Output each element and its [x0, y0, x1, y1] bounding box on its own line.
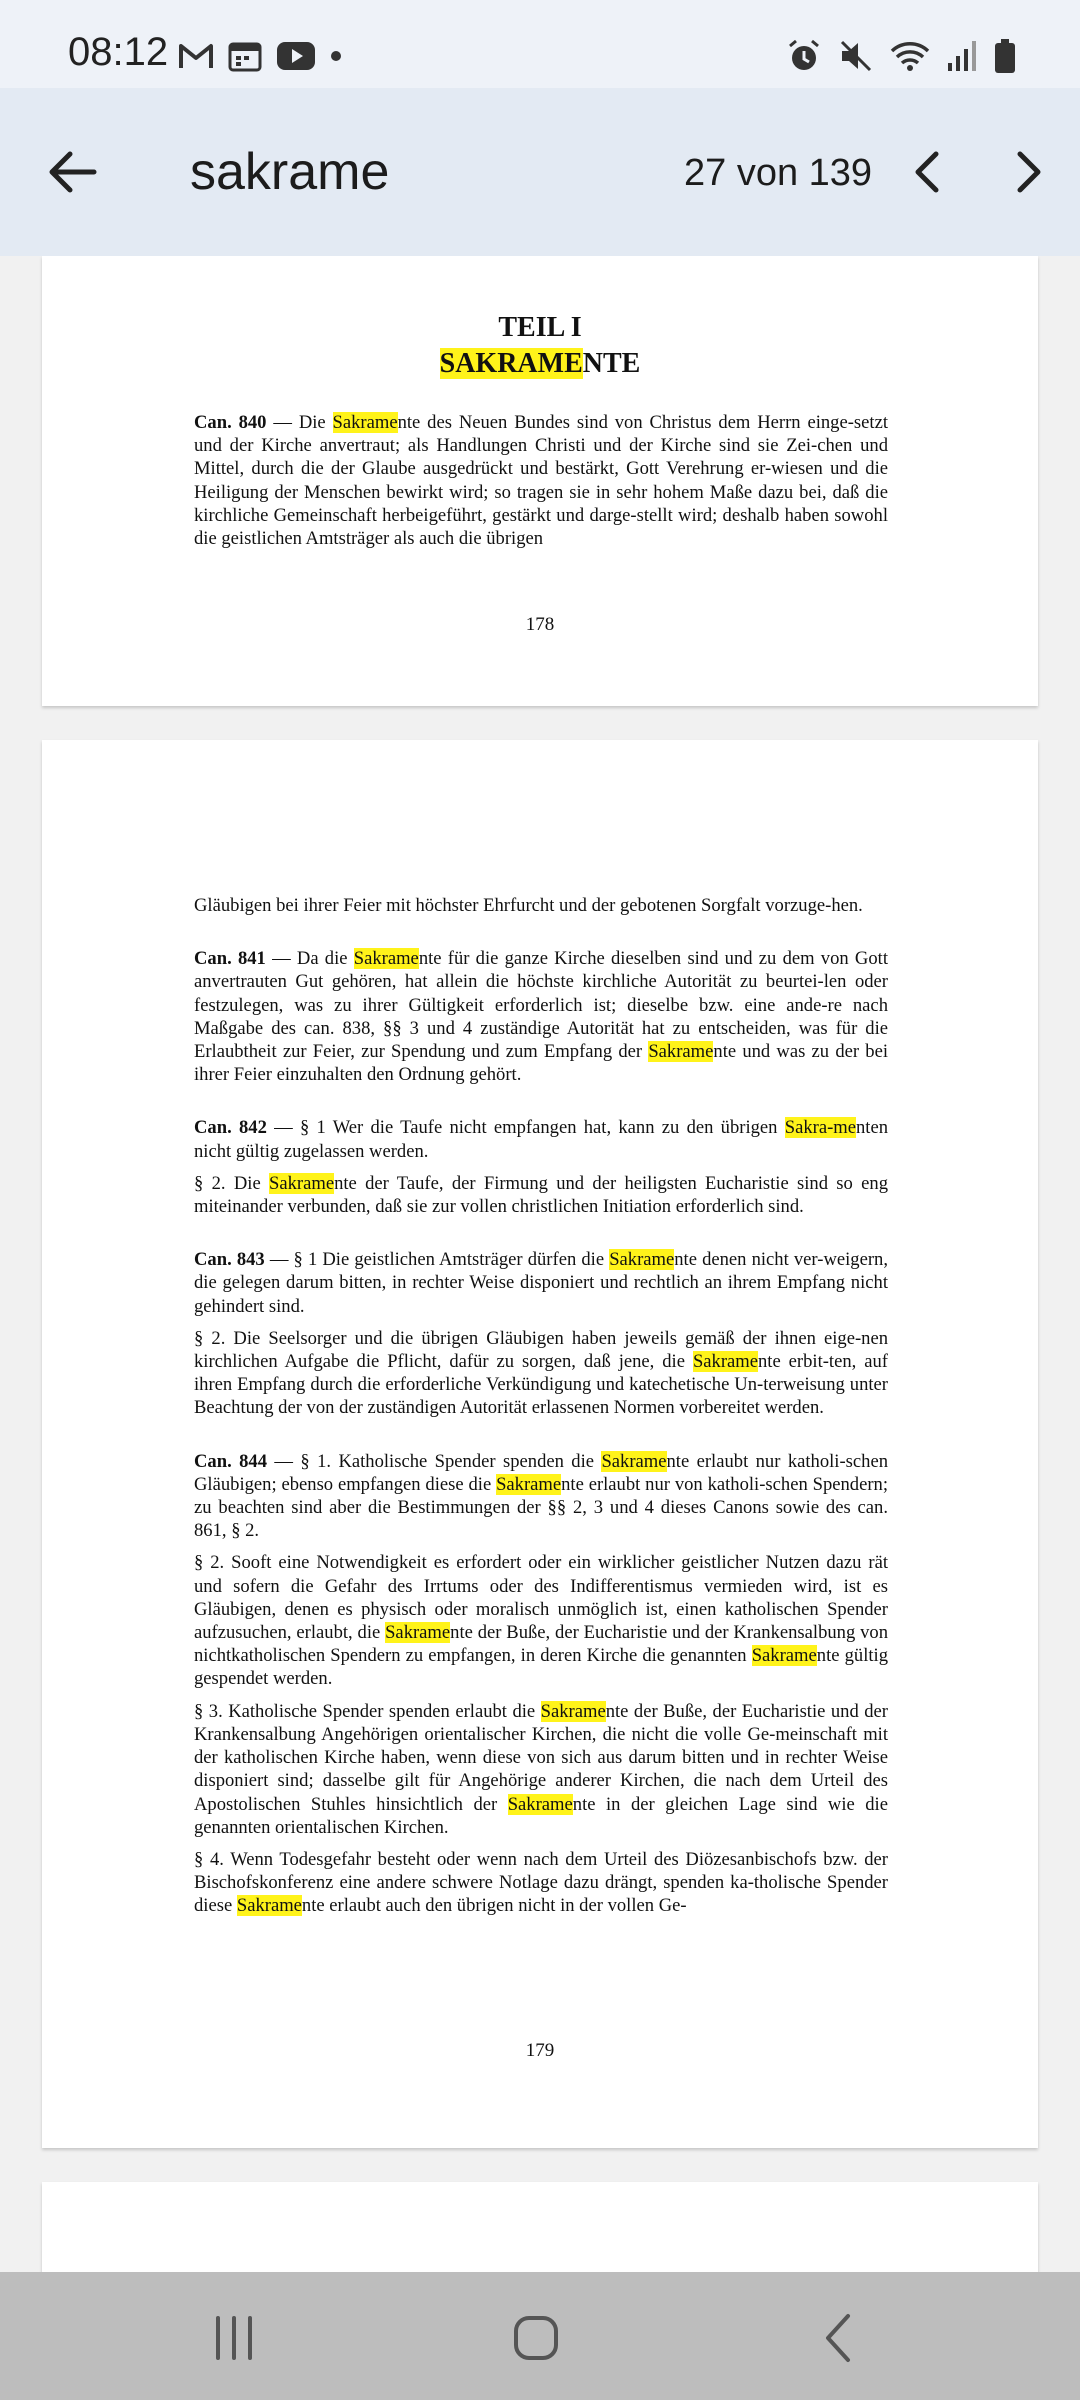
text-run: nte gültig gespendet werden. [194, 1645, 888, 1690]
text-run: nte erbit-ten, auf ihren Empfang durch die erforderliche Verkündigung und katechetische Un-terweisung unter Beachtung der von der zuständigen Autorität erlassenen Normen vorbereitet werden. [194, 1351, 888, 1419]
canon-section [194, 1848, 888, 1918]
search-highlight: Sakrame [692, 1351, 758, 1373]
canon-heading: Can. 843 [194, 1249, 265, 1271]
text-run: nte denen nicht ver-weigern, die gelegen darum bitten, in rechter Weise disponiert und rechtlich an ihrem Empfang nicht gehindert sind. [194, 1249, 888, 1317]
text-run: nte der Buße, der Eucharistie und der Krankensalbung von nichtkatholischen Spendern zu empfangen, in deren Kirche die genannten [194, 1622, 888, 1667]
title-text: NTE [582, 348, 641, 379]
search-highlight: Sakrame [648, 1041, 714, 1063]
canon-paragraph [194, 1450, 888, 1543]
page-number: 179 [525, 2040, 555, 2061]
title-line: TEIL I [498, 312, 582, 343]
text-run: nte des Neuen Bundes sind von Christus dem Herrn einge-setzt und der Kirche anvertraut; als Handlungen Christi und der Kirche sind sie Zei-chen und Mittel, durch die der Glaube ausgedrückt und bestärkt, Gott Verehrung er-wiesen und die Heiligung der Menschen bewirkt wird; so tragen sie in sehr hohem Maße dazu bei, daß die kirchliche Gemeinschaft herbeigeführt, gestärkt und darge-stellt wird; deshalb haben sowohl die geistlichen Amtsträger als auch die übrigen [194, 412, 888, 550]
canon-paragraph [194, 1248, 888, 1318]
search-highlight: Sakrame [385, 1622, 451, 1644]
text-run: § 2. Die Seelsorger und die übrigen Gläubigen haben jeweils gemäß der ihnen eige-nen kirchlichen Aufgabe die Pflicht, dafür zu sorgen, daß jene, die [194, 1327, 888, 1373]
canon-section [194, 1327, 888, 1420]
search-highlight: Sakrame [269, 1172, 335, 1194]
canon-heading: Can. 842 [194, 1117, 267, 1139]
clock: 08:12 [68, 30, 169, 74]
canon-section [194, 1172, 888, 1218]
search-highlight: SAKRAME [439, 348, 583, 379]
text-run: nte der Buße, der Eucharistie und der Krankensalbung Angehörigen orientalischer Kirchen, die nicht die volle Ge-meinschaft mit der katholischen Kirche haben, wenn diese von sich aus darum bitten und in rechter Weise disponiert sind; dasselbe gilt für Angehörige anderer Kirchen, die nach dem Urteil des Apostolischen Stuhles hinsichtlich der [194, 1700, 888, 1815]
search-query[interactable]: sakrame [190, 143, 390, 201]
back-icon[interactable] [804, 2302, 876, 2374]
search-highlight: Sakra-me [784, 1117, 856, 1139]
page-number: 178 [525, 614, 555, 635]
signal-icon [946, 39, 978, 73]
text-run: § 2. Die [194, 1172, 270, 1194]
recent-apps-icon[interactable] [198, 2302, 270, 2374]
continued-paragraph: Gläubigen bei ihrer Feier mit höchster Ehrfurcht und der gebotenen Sorgfalt vorzuge-hen. [194, 895, 863, 916]
back-arrow-icon[interactable] [40, 140, 104, 204]
home-icon[interactable] [500, 2302, 572, 2374]
gmail-icon [178, 42, 214, 70]
next-match-icon[interactable] [996, 140, 1060, 204]
text-run: § 2. Sooft eine Notwendigkeit es erfordert oder ein wirklicher geistlicher Nutzen dazu rät und sofern die Gefahr des Irrtums oder des Indifferentismus vermieden wird, ist es Gläubigen, denen es physisch oder moralisch unmöglich ist, einen katholischen Spender aufzusuchen, erlaubt, die [194, 1552, 888, 1644]
text-run: — Da die [265, 948, 354, 970]
text-run: nte für die ganze Kirche dieselben sind und zu dem von Gott anvertrauten Gut gehören, hat allein die höchste kirchliche Autorität zu beurtei-len oder festzulegen, was zu ihrer Gültigkeit erforderlich ist; dieselbe bzw. eine ande-re nach Maßgabe des can. 838, §§ 3 und 4 zuständige Autorität hat zu entscheiden, was für die Erlaubtheit zur Feier, zur Spendung und zum Empfang der [194, 948, 888, 1063]
text-run: — § 1. Katholische Spender spenden die [267, 1450, 602, 1472]
calendar-icon [228, 40, 262, 72]
canon-heading: Can. 844 [194, 1450, 268, 1472]
search-highlight: Sakrame [751, 1645, 817, 1667]
canon-heading: Can. 840 [194, 412, 267, 433]
search-highlight: Sakrame [353, 948, 419, 970]
text-run: nten nicht gültig zugelassen werden. [194, 1117, 888, 1162]
text-run: nte der Taufe, der Firmung und der heiligsten Eucharistie sind so eng miteinander verbunden, daß sie zur vollen christlichen Initiation erforderlich sind. [194, 1172, 888, 1218]
part-title [42, 310, 1038, 382]
text-run: — § 1 Die geistlichen Amtsträger dürfen die [264, 1249, 610, 1271]
canon-paragraph [194, 1116, 888, 1162]
search-highlight: Sakrame [236, 1895, 302, 1917]
youtube-icon [276, 41, 316, 71]
canon-paragraph [194, 411, 888, 550]
wifi-icon [890, 39, 930, 73]
previous-match-icon[interactable] [896, 140, 960, 204]
search-highlight: Sakrame [332, 412, 398, 433]
system-navigation-bar [0, 2272, 1080, 2400]
text-run: nte erlaubt auch den übrigen nicht in der vollen Ge- [301, 1895, 687, 1917]
text-run: nte in der gleichen Lage sind wie die genannten orientalischen Kirchen. [194, 1793, 888, 1838]
text-run: nte und was zu der bei ihrer Feier einzuhalten den Ordnung gehört. [194, 1041, 888, 1086]
canon-paragraph [194, 947, 888, 1086]
page-text [194, 411, 888, 559]
canon-section [194, 1700, 888, 1839]
dot-icon [330, 50, 342, 62]
document-viewer[interactable] [0, 256, 1080, 2272]
search-highlight: Sakrame [507, 1793, 573, 1815]
mute-icon [838, 38, 874, 74]
alarm-icon [786, 38, 822, 74]
search-highlight: Sakrame [609, 1249, 675, 1271]
match-counter: 27 von 139 [684, 152, 873, 194]
search-toolbar [0, 88, 1080, 256]
text-run: nte erlaubt nur von katholi-schen Spendern; zu beachten sind aber die Bestimmungen der §§ 2, 3 und 4 dieses Canons sowie des can. 861, § 2. [194, 1473, 888, 1542]
canon-heading: Can. 841 [194, 948, 266, 970]
pdf-page [42, 256, 1038, 706]
text-run: nte erlaubt nur katholi-schen Gläubigen; ebenso empfangen diese die [194, 1450, 888, 1495]
text-run: § 3. Katholische Spender spenden erlaubt die [194, 1700, 541, 1722]
text-run: — § 1 Wer die Taufe nicht empfangen hat, kann zu den übrigen [266, 1117, 785, 1139]
search-highlight: Sakrame [540, 1700, 606, 1722]
text-run: — Die [266, 412, 333, 433]
status-bar [0, 0, 1080, 88]
page-text [194, 894, 888, 1927]
text-run: § 4. Wenn Todesgefahr besteht oder wenn nach dem Urteil des Diözesanbischofs bzw. der Bischofskonferenz eine andere schwere Notlage dazu drängt, spenden ka-tholische Spender diese [194, 1848, 888, 1917]
title-line [42, 346, 1038, 382]
pdf-page [42, 740, 1038, 2148]
search-highlight: Sakrame [601, 1450, 667, 1472]
pdf-page [42, 2182, 1038, 2272]
canon-section [194, 1551, 888, 1690]
battery-icon [994, 38, 1016, 74]
search-highlight: Sakrame [496, 1473, 562, 1495]
